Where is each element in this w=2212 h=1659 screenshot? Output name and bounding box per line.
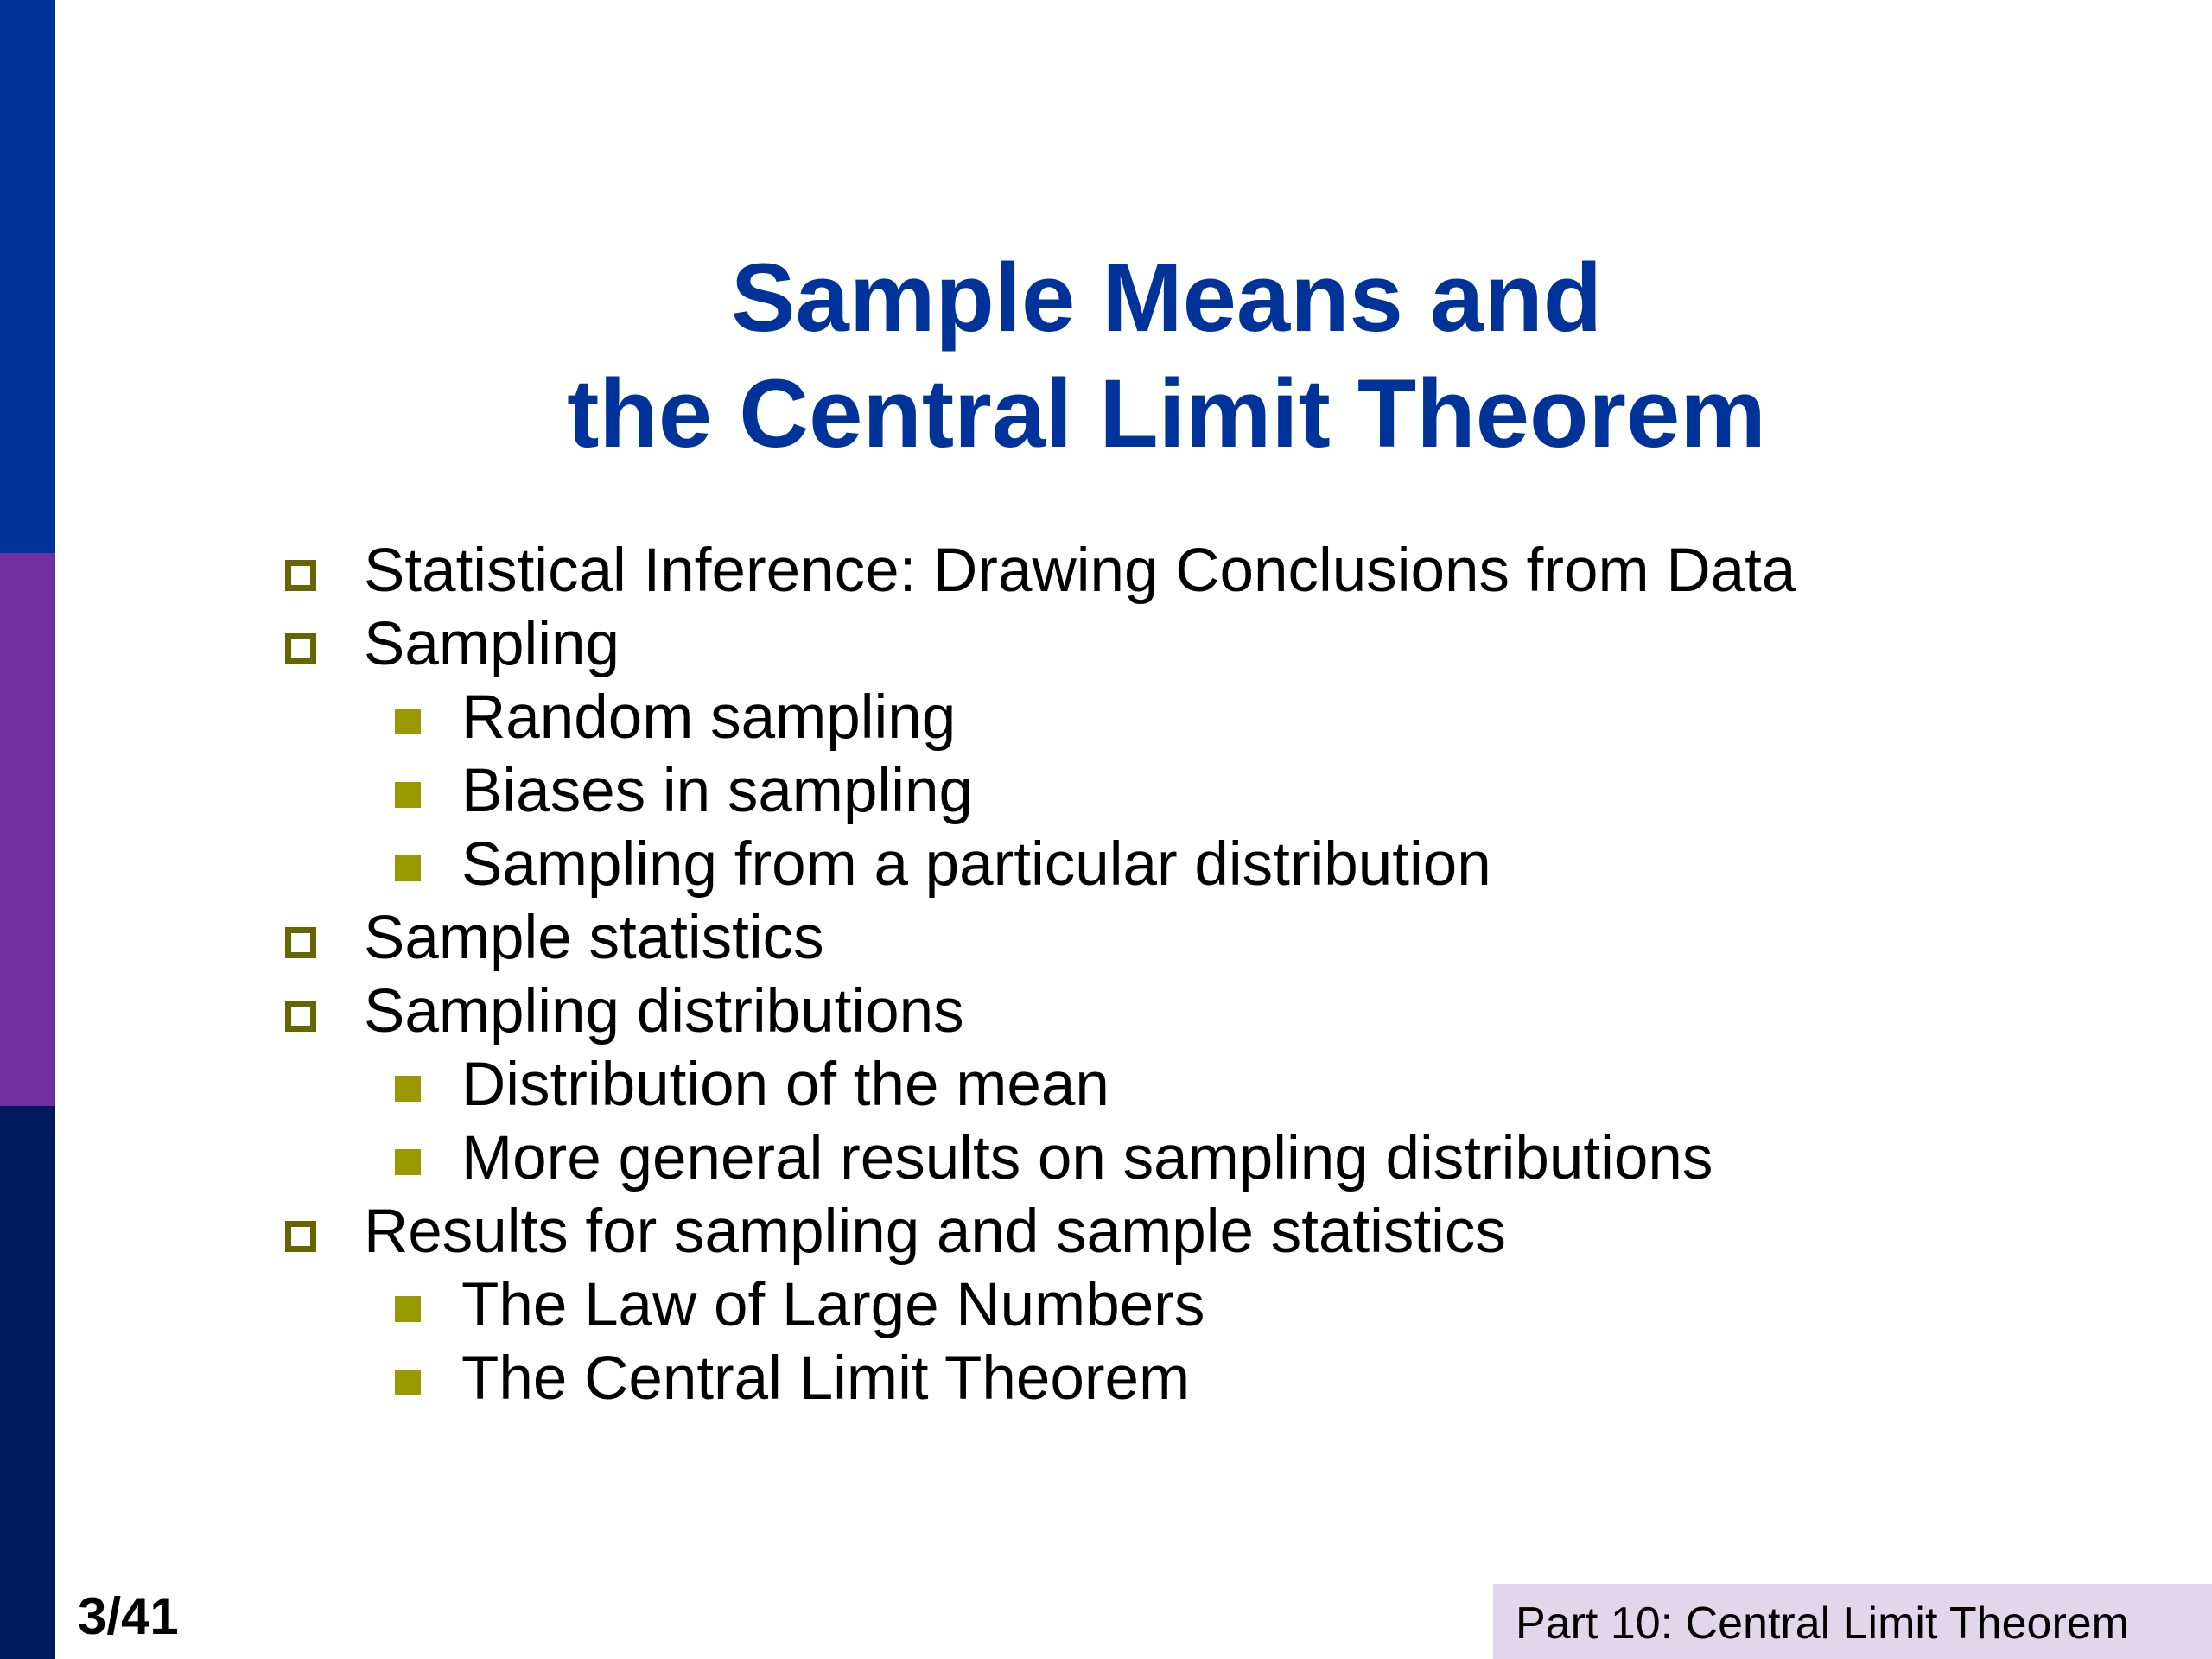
sub-bullet-text: Sampling from a particular distribution xyxy=(461,830,1491,899)
sub-bullet-item xyxy=(276,1342,2126,1415)
sub-bullet-item xyxy=(276,754,2126,828)
sub-bullet-text: More general results on sampling distributions xyxy=(461,1124,1713,1192)
sub-bullet-item xyxy=(276,1122,2126,1195)
hollow-square-bullet-icon xyxy=(285,927,316,958)
bullet-text: Sample statistics xyxy=(364,904,824,972)
filled-square-bullet-icon xyxy=(395,855,421,881)
filled-square-bullet-icon xyxy=(395,1149,421,1175)
sub-bullet-text: Biases in sampling xyxy=(461,757,973,825)
hollow-square-bullet-icon xyxy=(285,560,316,591)
sidebar-band-middle xyxy=(0,553,55,1106)
sub-bullet-text: Random sampling xyxy=(461,683,957,752)
hollow-square-bullet-icon xyxy=(285,1221,316,1252)
filled-square-bullet-icon xyxy=(395,782,421,808)
slide-title-line-2: the Central Limit Theorem xyxy=(567,359,1766,467)
filled-square-bullet-icon xyxy=(395,1370,421,1395)
bullet-text: Results for sampling and sample statistics xyxy=(364,1198,1506,1266)
sidebar-band-top xyxy=(0,0,55,553)
sub-bullet-text: The Central Limit Theorem xyxy=(461,1344,1191,1413)
slide-title-line-1: Sample Means and xyxy=(730,244,1603,352)
hollow-square-bullet-icon xyxy=(285,633,316,664)
bullet-list xyxy=(276,534,2126,1415)
bullet-text: Statistical Inference: Drawing Conclusions from Data xyxy=(364,537,1796,605)
filled-square-bullet-icon xyxy=(395,709,421,734)
bullet-text: Sampling xyxy=(364,610,620,678)
sub-bullet-item xyxy=(276,828,2126,901)
bullet-item xyxy=(276,1195,2126,1268)
sub-bullet-text: Distribution of the mean xyxy=(461,1051,1109,1119)
section-footer xyxy=(1493,1584,2212,1659)
bullet-item xyxy=(276,901,2126,975)
bullet-item xyxy=(276,975,2126,1048)
bullet-item xyxy=(276,534,2126,607)
sub-bullet-item xyxy=(276,681,2126,754)
hollow-square-bullet-icon xyxy=(285,1001,316,1032)
bullet-text: Sampling distributions xyxy=(364,977,964,1046)
sub-bullet-item xyxy=(276,1048,2126,1122)
section-footer-label: Part 10: Central Limit Theorem xyxy=(1516,1599,2129,1649)
filled-square-bullet-icon xyxy=(395,1296,421,1322)
bullet-item xyxy=(276,607,2126,681)
sidebar-band-bottom xyxy=(0,1106,55,1659)
sub-bullet-text: The Law of Large Numbers xyxy=(461,1271,1205,1339)
slide-title xyxy=(207,240,2126,472)
page-number: 3/41 xyxy=(78,1587,179,1645)
sub-bullet-item xyxy=(276,1268,2126,1342)
filled-square-bullet-icon xyxy=(395,1076,421,1102)
